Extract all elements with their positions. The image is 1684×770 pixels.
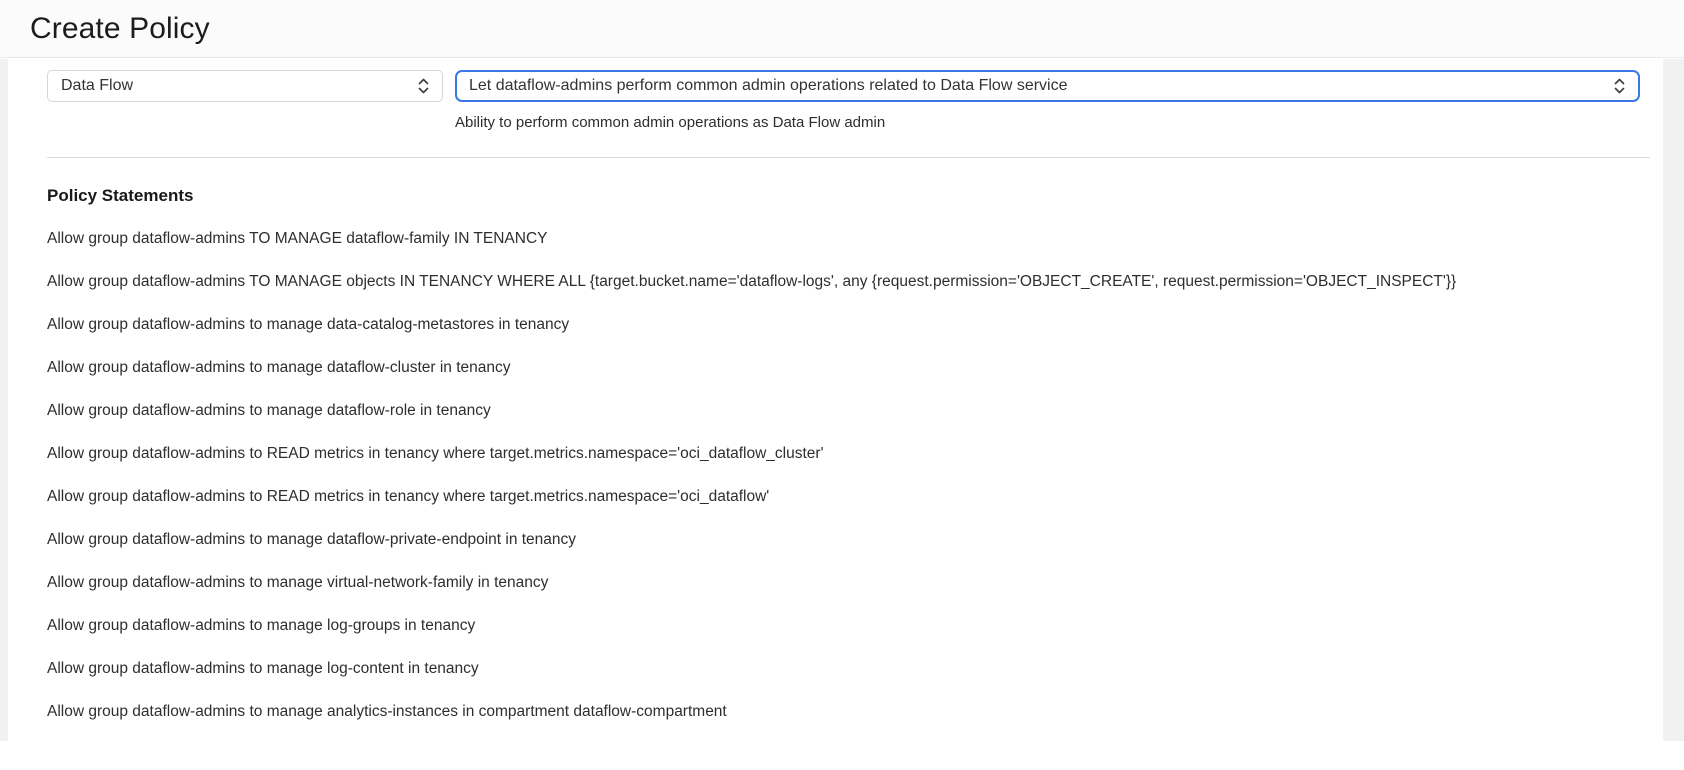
policy-statement: Allow group dataflow-admins TO MANAGE objects IN TENANCY WHERE ALL {target.bucket.name='dataflow-logs', any {request.permission='OBJECT_CREATE', request.permission='OBJECT_INSPECT'}} [47, 272, 1457, 290]
scrollbar-track[interactable] [1663, 59, 1684, 741]
policy-statement: Allow group dataflow-admins to manage dataflow-role in tenancy [47, 401, 491, 419]
policy-statement: Allow group dataflow-admins to manage log-content in tenancy [47, 659, 479, 677]
policy-template-select[interactable] [455, 70, 1640, 102]
policy-statements-heading: Policy Statements [47, 186, 194, 205]
policy-statement: Allow group dataflow-admins to manage dataflow-cluster in tenancy [47, 358, 511, 376]
policy-statement: Allow group dataflow-admins to manage analytics-instances in compartment dataflow-compartment [47, 702, 727, 720]
page-title: Create Policy [30, 11, 210, 45]
policy-statement: Allow group dataflow-admins to manage data-catalog-metastores in tenancy [47, 315, 570, 333]
policy-statement: Allow group dataflow-admins to manage dataflow-private-endpoint in tenancy [47, 530, 577, 548]
policy-statement: Allow group dataflow-admins to READ metrics in tenancy where target.metrics.namespace='oci_dataflow' [47, 487, 770, 505]
policy-statement: Allow group dataflow-admins to manage log-groups in tenancy [47, 616, 476, 634]
chevron-up-down-icon [417, 76, 430, 96]
policy-use-case-value: Data Flow [61, 77, 134, 94]
page-background-left [0, 59, 8, 741]
dialog-header [0, 0, 1684, 58]
policy-statements-list [47, 217, 1639, 733]
policy-template-value: Let dataflow-admins perform common admin operations related to Data Flow service [469, 77, 1068, 94]
section-divider [47, 157, 1650, 158]
template-description: Ability to perform common admin operations as Data Flow admin [455, 114, 886, 131]
policy-statement: Allow group dataflow-admins to manage virtual-network-family in tenancy [47, 573, 549, 591]
policy-statement: Allow group dataflow-admins TO MANAGE dataflow-family IN TENANCY [47, 229, 548, 247]
chevron-up-down-icon [1613, 76, 1626, 96]
policy-form-content [24, 59, 1663, 741]
policy-statement: Allow group dataflow-admins to READ metrics in tenancy where target.metrics.namespace='oci_dataflow_cluster' [47, 444, 824, 462]
policy-use-case-select[interactable] [47, 70, 443, 102]
